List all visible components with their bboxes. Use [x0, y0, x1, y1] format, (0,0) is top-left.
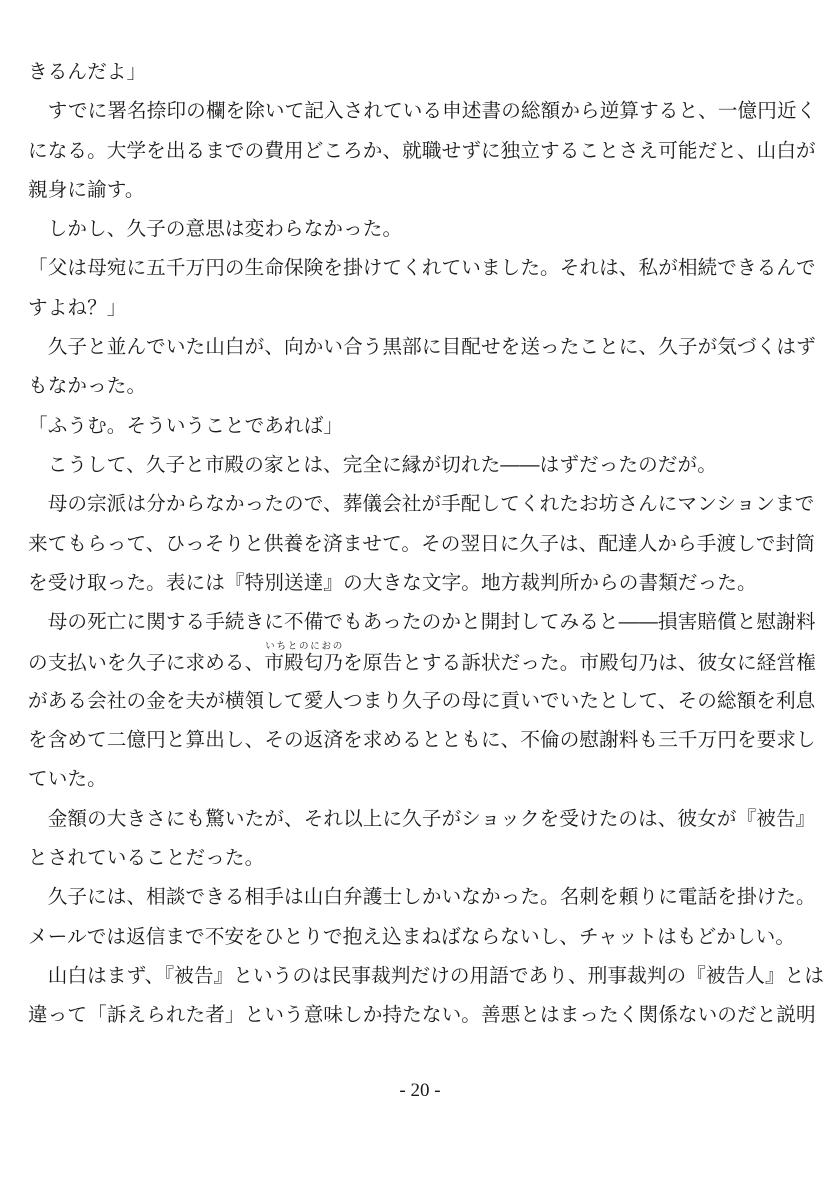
text-segment: の支払いを久子に求める、	[28, 651, 265, 675]
page-number: - 20 -	[399, 1080, 441, 1101]
text-line: 母の死亡に関する手続きに不備でもあったのかと開封してみると――損害賠償と慰謝料	[28, 610, 816, 634]
text-line: もなかった。	[28, 374, 147, 398]
text-line: 親身に諭す。	[28, 177, 145, 201]
ruby-annotation	[264, 641, 344, 675]
text-line: を受け取った。表には『特別送達』の大きな文字。地方裁判所からの書類だった。	[28, 570, 757, 594]
text-line: 違って「訴えられた者」という意味しか持たない。善悪とはまったく関係ないのだと説明	[28, 1003, 816, 1027]
text-line: 金額の大きさにも驚いたが、それ以上に久子がショックを受けたのは、彼女が『被告』	[28, 806, 816, 830]
text-line: すでに署名捺印の欄を除いて記入されている申述書の総額から逆算すると、一億円近く	[28, 99, 817, 123]
text-line-with-ruby	[28, 641, 828, 680]
ruby-base: 市殿匂乃	[264, 651, 344, 675]
text-segment: を原告とする訴状だった。市殿匂乃は、彼女に経営権	[343, 651, 816, 675]
text-line: しかし、久子の意思は変わらなかった。	[28, 217, 403, 241]
text-line: とされていることだった。	[28, 845, 265, 869]
text-line: すよね？」	[28, 295, 127, 319]
text-line: になる。大学を出るまでの費用どころか、就職せずに独立することさえ可能だと、山白が	[28, 138, 816, 162]
text-line: ていた。	[28, 767, 107, 791]
text-line: がある会社の金を夫が横領して愛人つまり久子の母に貢いでいたとして、その総額を利息	[28, 688, 816, 712]
text-line: 来てもらって、ひっそりと供養を済ませて。その翌日に久子は、配達人から手渡しで封筒	[28, 531, 815, 555]
ruby-reading: いちとのにおの	[264, 641, 344, 653]
body-text	[28, 52, 828, 1034]
text-line: 山白はまず、『被告』というのは民事裁判だけの用語であり、刑事裁判の『被告人』とは	[28, 963, 825, 987]
text-line: 久子には、相談できる相手は山白弁護士しかいなかった。名刺を頼りに電話を掛けた。	[28, 885, 816, 909]
text-line: きるんだよ」	[28, 60, 147, 83]
text-line: 母の宗派は分からなかったので、葬儀会社が手配してくれたお坊さんにマンションまで	[28, 492, 815, 516]
text-line: メールでは返信まで不安をひとりで抱え込まねばならないし、チャットはもどかしい。	[28, 924, 796, 948]
text-line: 久子と並んでいた山白が、向かい合う黒部に目配せを送ったことに、久子が気づくはず	[28, 335, 816, 359]
text-line: こうして、久子と市殿の家とは、完全に縁が切れた――はずだったのだが。	[28, 452, 717, 476]
text-line: 「ふうむ。そういうことであれば」	[28, 413, 344, 437]
text-line: を含めて二億円と算出し、その返済を求めるとともに、不倫の慰謝料も三千万円を要求し	[28, 728, 816, 752]
text-line: 「父は母宛に五千万円の生命保険を掛けてくれていました。それは、私が相続できるんで	[28, 256, 816, 280]
